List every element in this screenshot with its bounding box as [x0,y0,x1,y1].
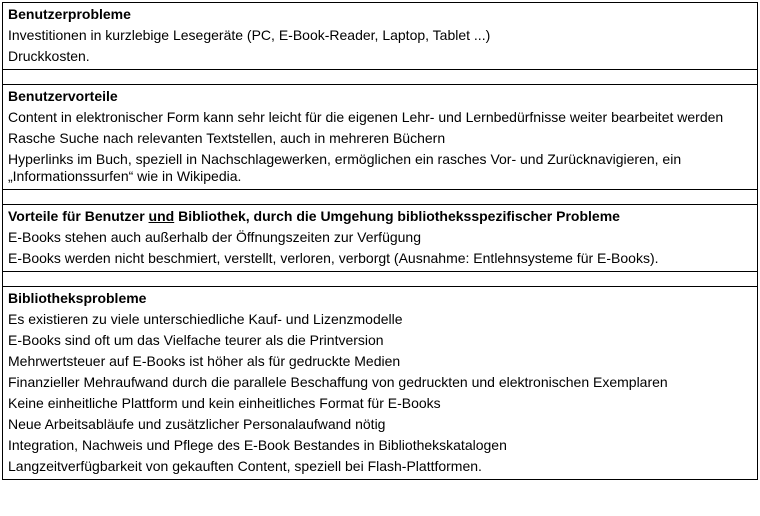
list-item: E-Books sind oft um das Vielfache teurer als die Printversion [8,332,384,348]
list-item: Es existieren zu viele unterschiedliche Kauf- und Lizenzmodelle [8,311,403,327]
section-benutzerprobleme [3,3,758,70]
spacer-cell [3,272,758,287]
document-table-container [2,2,758,513]
list-item: E-Books stehen auch außerhalb der Öffnungszeiten zur Verfügung [8,229,422,245]
heading-part: Vorteile für Benutzer [8,208,149,224]
list-item: Keine einheitliche Plattform und kein einheitliches Format für E-Books [8,395,441,411]
list-item: Content in elektronischer Form kann sehr leicht für die eigenen Lehr- und Lernbedürfnisse weiter bearbeitet werden [8,109,724,125]
heading-underlined-word: und [148,208,175,224]
list-item: Neue Arbeitsabläufe und zusätzlicher Personalaufwand nötig [8,416,386,432]
ebook-issues-table [2,2,758,480]
section-benutzervorteile [3,85,758,190]
section-heading: Benutzervorteile [8,88,118,104]
section-cell [3,85,758,190]
section-bibliotheksprobleme [3,287,758,480]
section-cell [3,205,758,272]
spacer-cell [3,70,758,85]
spacer-row [3,272,758,287]
section-vorteile-benutzer-und-bibliothek [3,205,758,272]
list-item: Integration, Nachweis und Pflege des E-Book Bestandes in Bibliothekskatalogen [8,437,507,453]
list-item: Hyperlinks im Buch, speziell in Nachschlagewerken, ermöglichen ein rasches Vor- und Zurücknavigieren, ein „Informationssurfen“ wie in Wikipedia. [8,151,682,184]
list-item: Mehrwertsteuer auf E-Books ist höher als für gedruckte Medien [8,353,401,369]
spacer-row [3,190,758,205]
section-heading: Bibliotheksprobleme [8,290,147,306]
list-item: Rasche Suche nach relevanten Textstellen, auch in mehreren Büchern [8,130,446,146]
list-item: Druckkosten. [8,48,90,64]
section-heading [8,208,751,225]
spacer-row [3,70,758,85]
list-item: Investitionen in kurzlebige Lesegeräte (PC, E-Book-Reader, Laptop, Tablet ...) [8,27,491,43]
section-cell [3,3,758,70]
list-item: E-Books werden nicht beschmiert, verstellt, verloren, verborgt (Ausnahme: Entlehnsysteme für E-Books). [8,250,659,266]
section-cell [3,287,758,480]
list-item: Finanzieller Mehraufwand durch die parallele Beschaffung von gedruckten und elektronischen Exemplaren [8,374,668,390]
list-item: Langzeitverfügbarkeit von gekauften Content, speziell bei Flash-Plattformen. [8,458,482,474]
spacer-cell [3,190,758,205]
section-heading: Benutzerprobleme [8,6,131,22]
heading-part: Bibliothek, durch die Umgehung bibliotheksspezifischer Probleme [174,208,620,224]
